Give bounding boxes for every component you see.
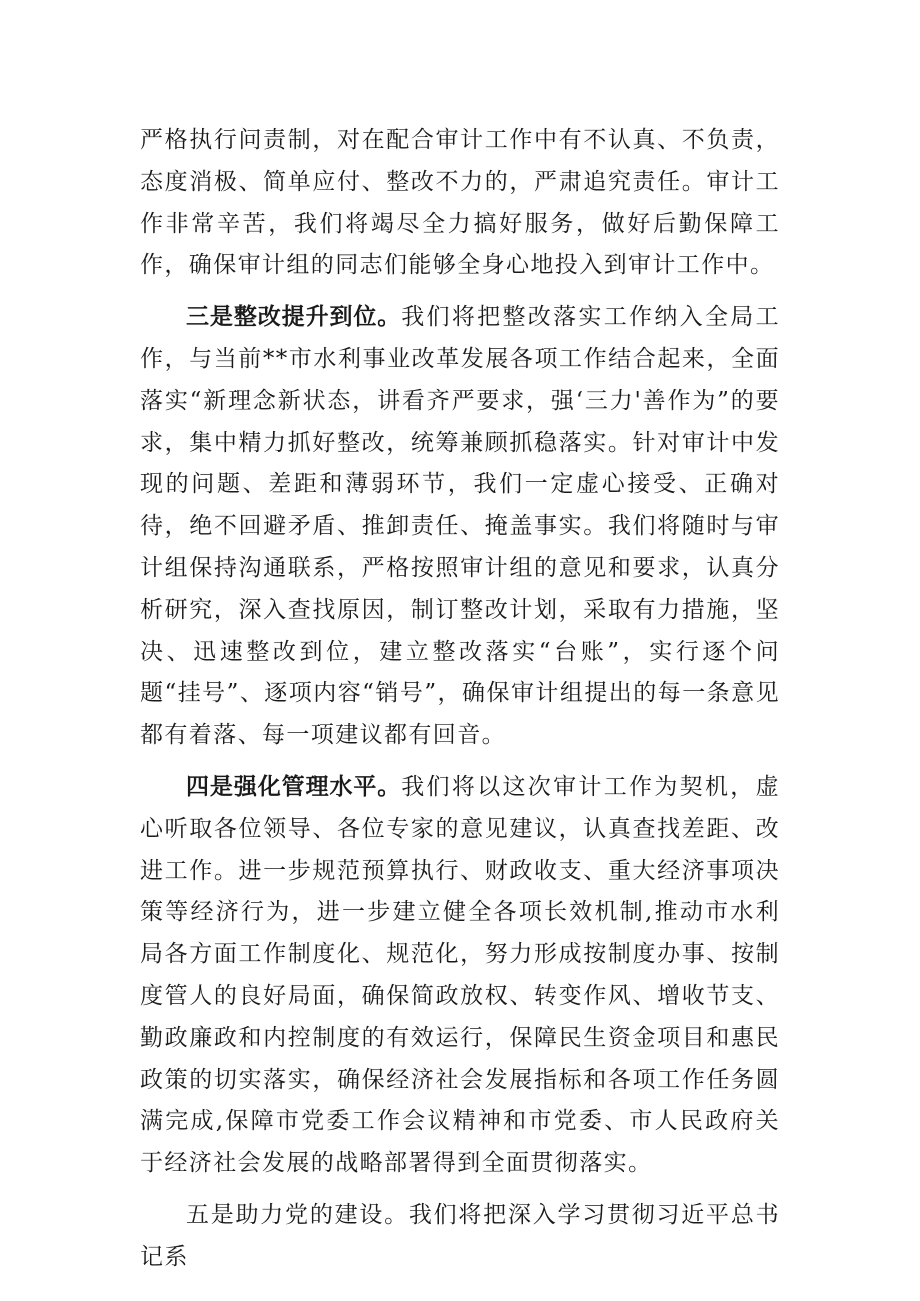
paragraph-text: 我们将把整改落实工作纳入全局工作，与当前**市水利事业改革发展各项工作结合起来，全面落实“新理念新状态，讲看齐严要求，强‘三力'善作为”的要求，集中精力抓好整改，统筹兼顾抓稳落实。针对审计中发现的问题、差距和薄弱环节，我们一定虚心接受、正确对待，绝不回避矛盾、推卸责任、掩盖事实。我们将随时与审计组保持沟通联系，严格按照审计组的意见和要求，认真分析研究，深入查找原因，制订整改计划，采取有力措施，坚决、迅速整改到位，建立整改落实“台账”，实行逐个问题“挂号”、逐项内容“销号”，确保审计组提出的每一条意见都有着落、每一项建议都有回音。 (140, 304, 781, 749)
paragraph-heading: 三是整改提升到位。 (186, 304, 402, 331)
paragraph-rectification (140, 297, 780, 757)
paragraph-text: 严格执行问责制，对在配合审计工作中有不认真、不负责，态度消极、简单应付、整改不力的，严肃追究责任。审计工作非常辛苦，我们将竭尽全力搞好服务，做好后勤保障工作，确保审计组的同志们能够全身心地投入到审计工作中。 (140, 127, 780, 279)
document-body (140, 120, 780, 1289)
paragraph-text: 五是助力党的建设。我们将把深入学习贯彻习近平总书记系 (140, 1201, 780, 1270)
paragraph-text: 我们将以这次审计工作为契机，虚心听取各位领导、各位专家的意见建议，认真查找差距、改进工作。进一步规范预算执行、财政收支、重大经济事项决策等经济行为，进一步建立健全各项长效机制,推动市水利局各方面工作制度化、规范化，努力形成按制度办事、按制度管人的良好局面，确保简政放权、转变作风、增收节支、勤政廉政和内控制度的有效运行，保障民生资金项目和惠民政策的切实落实，确保经济社会发展指标和各项工作任务圆满完成,保障市党委工作会议精神和市党委、市人民政府关于经济社会发展的战略部署得到全面贯彻落实。 (140, 773, 781, 1177)
paragraph-heading: 四是强化管理水平。 (186, 773, 402, 800)
paragraph-accountability (140, 120, 780, 287)
paragraph-party-building (140, 1195, 780, 1279)
paragraph-management (140, 767, 780, 1185)
